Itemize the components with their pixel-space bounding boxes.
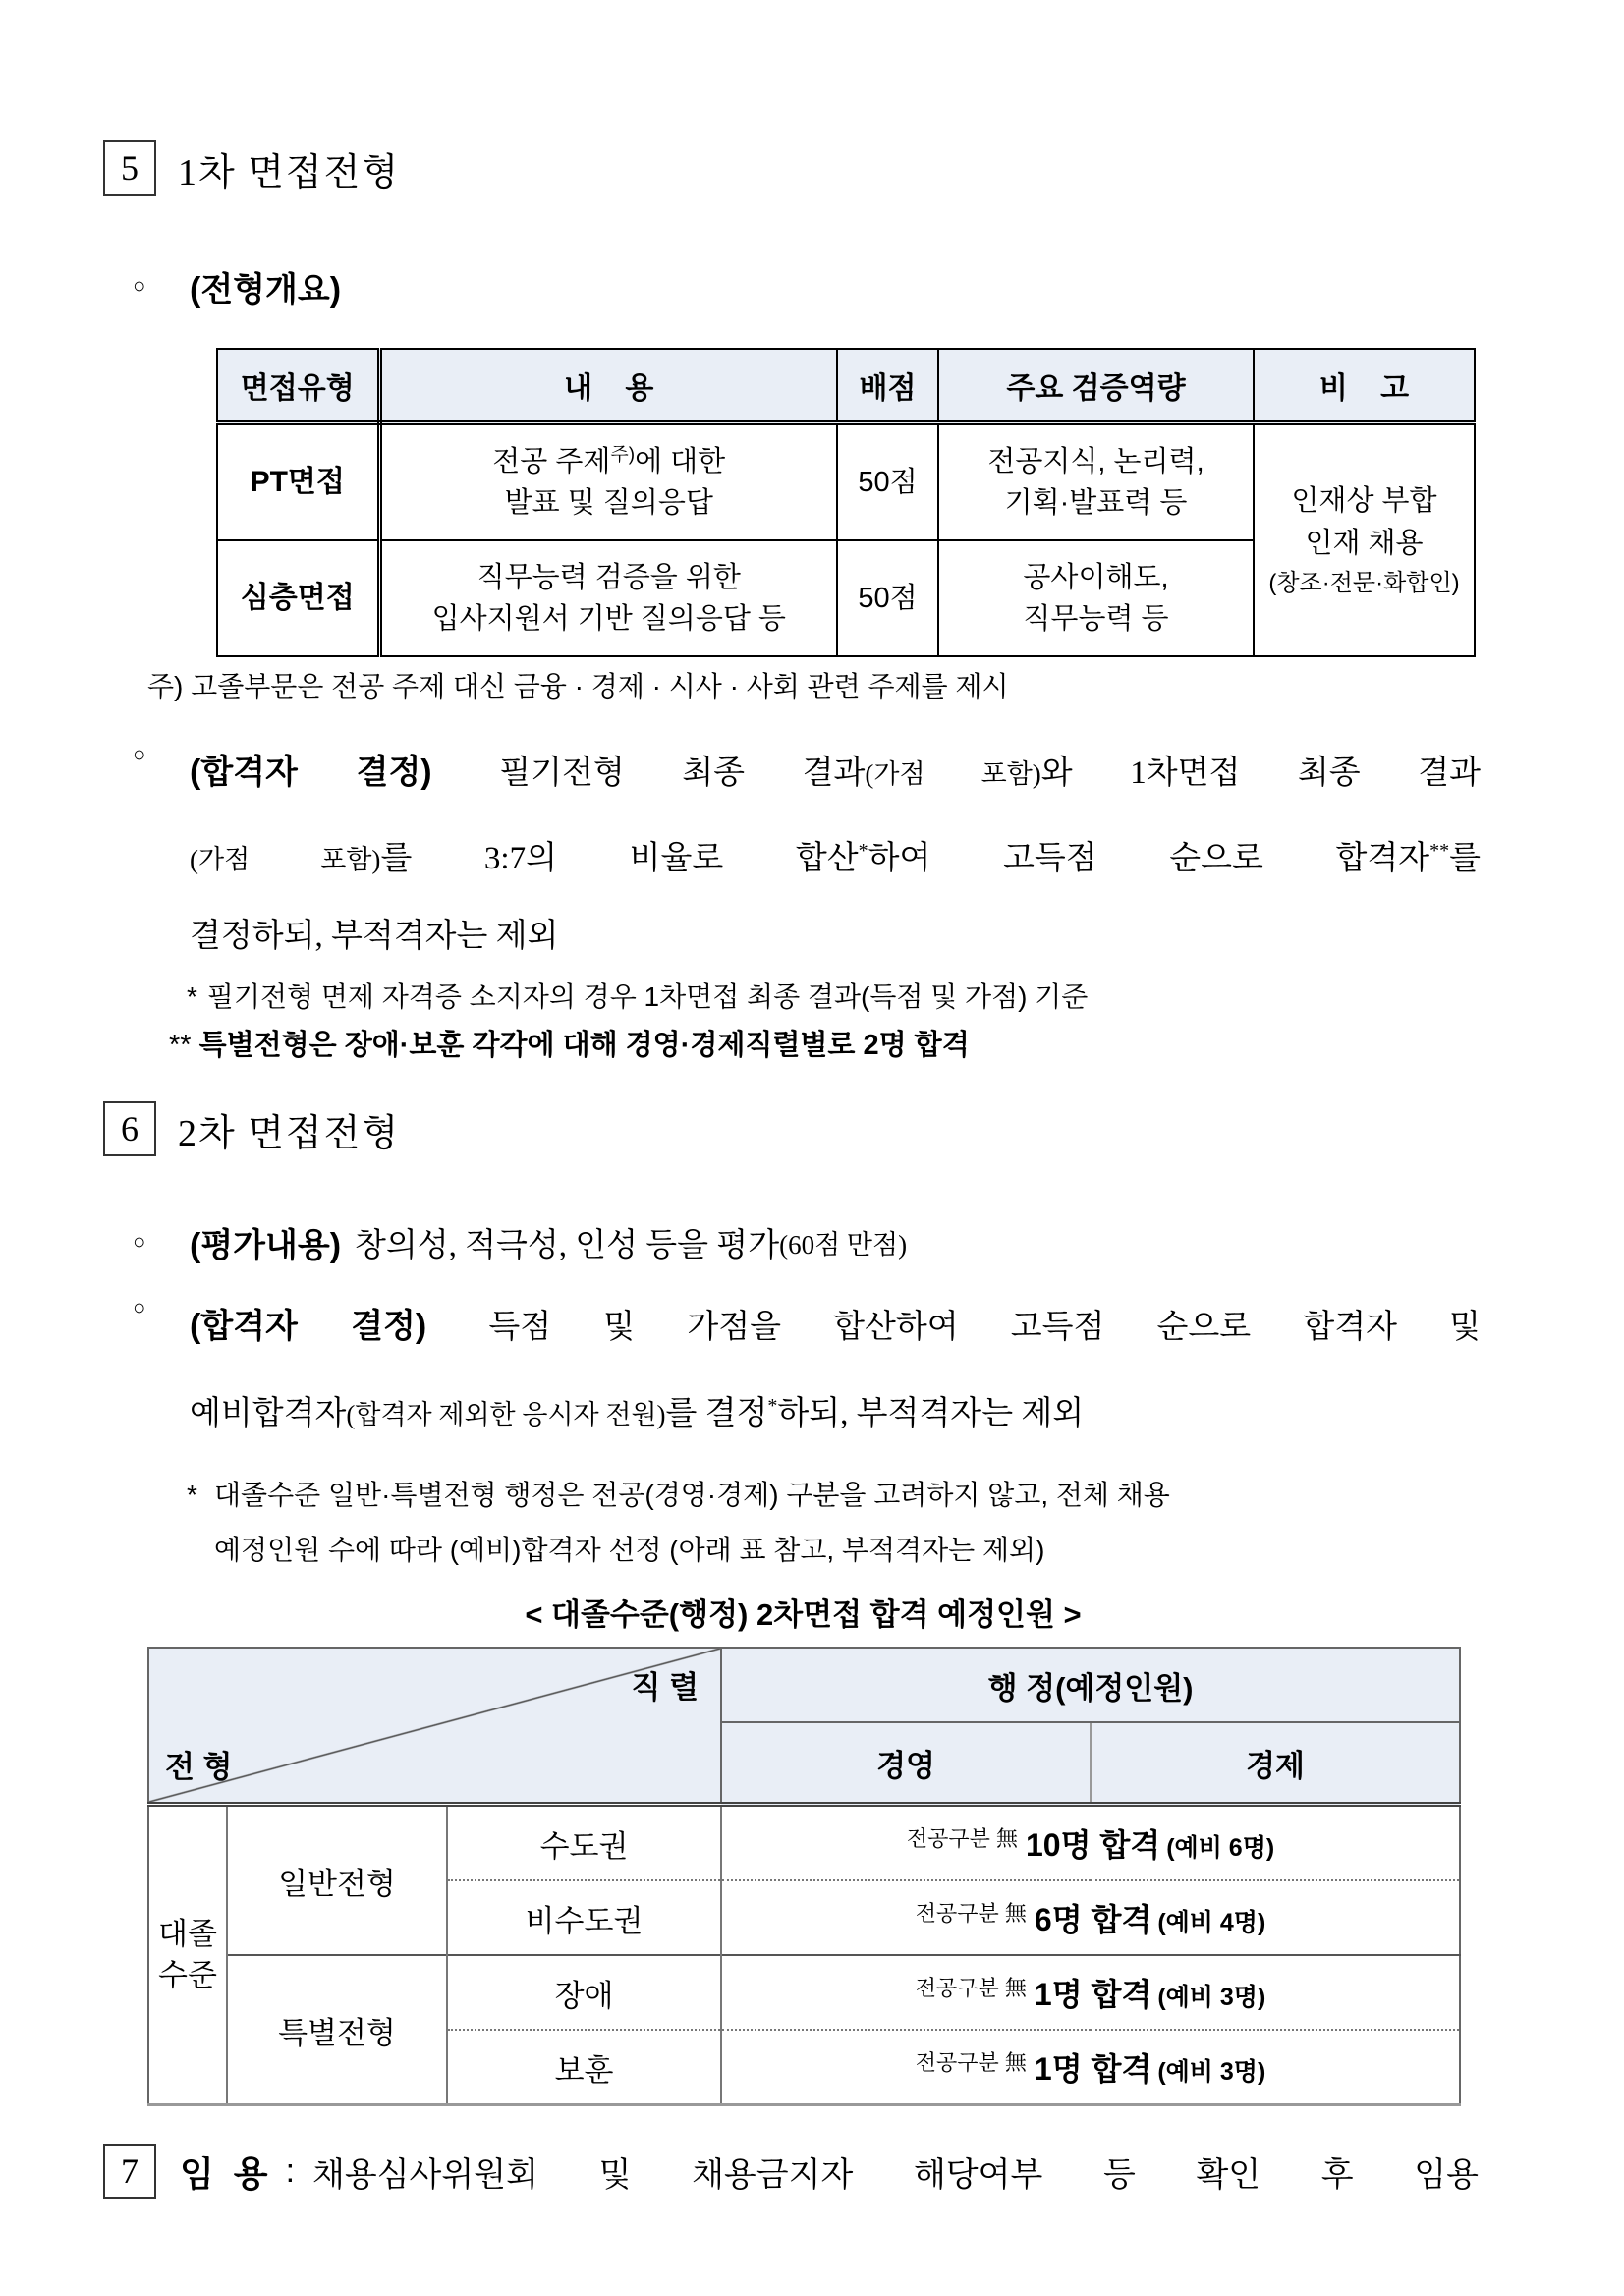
deep-interview-score: 50점	[837, 540, 938, 656]
table2-corner-cell	[148, 1648, 721, 1805]
veteran-note: 전공구분 無	[915, 2050, 1027, 2075]
pass-count-veteran	[721, 2030, 1460, 2105]
noncapital-main: 6명 합격	[1034, 1902, 1152, 1937]
footnote-written-exempt	[187, 979, 1624, 1016]
pt-interview-skills	[938, 423, 1254, 541]
noncapital-note: 전공구분 無	[915, 1901, 1027, 1926]
level-line2: 수준	[158, 1958, 217, 1992]
circle-bullet-icon: ○	[133, 1295, 146, 1319]
table2-row-capital	[148, 1805, 1460, 1881]
level-cell	[148, 1805, 227, 2105]
pass2-l2p: (합격자 제외한 응시자 전원)	[346, 1400, 666, 1429]
noncapital-reserve: (예비 4명)	[1157, 1909, 1266, 1936]
eval-text: 창의성, 적극성, 인성 등을 평가	[355, 1227, 780, 1263]
section-5-number-box: 5	[103, 140, 156, 196]
footnote3-line1: 대졸수준 일반·특별전형 행정은 전공(경영·경제) 구분을 고려하지 않고, 전체 채용	[214, 1480, 1170, 1510]
section-6-heading	[103, 1100, 1624, 1157]
region-disability: 장애	[447, 1955, 721, 2030]
footnote1-marker: *	[187, 981, 197, 1012]
table2-header-economics: 경제	[1091, 1722, 1460, 1805]
pass2-l1: 득점 및 가점을 합산하여 고득점 순으로 합격자 및	[488, 1310, 1482, 1345]
veteran-reserve: (예비 3명)	[1157, 2058, 1266, 2086]
capital-main: 10명 합격	[1026, 1827, 1161, 1863]
section-7-number-box: 7	[103, 2144, 156, 2199]
remark-cell	[1254, 423, 1475, 657]
pass-count-disability	[721, 1955, 1460, 2030]
pt-interview-score: 50점	[837, 423, 938, 541]
section-7-colon: :	[285, 2152, 296, 2190]
footnote-selection-rule	[187, 1468, 1493, 1578]
level-line1: 대졸	[158, 1917, 217, 1952]
pass2-line1	[190, 1287, 1481, 1367]
pass1-line1	[190, 734, 1481, 812]
pt-skills-line2: 기획·발표력 등	[1004, 487, 1188, 519]
pt-content-b: 에 대한	[635, 445, 726, 477]
deep-skills-line2: 직무능력 등	[1023, 603, 1169, 635]
pass1-line2	[190, 812, 1481, 898]
table2-header-management: 경영	[721, 1722, 1091, 1805]
pass2-l2a: 예비합격자	[190, 1396, 347, 1431]
table2-header-admin: 행 정(예정인원)	[721, 1648, 1460, 1722]
pt-content-line2: 발표 및 질의응답	[504, 487, 713, 519]
circle-bullet-icon: ○	[133, 1229, 146, 1254]
pass1-l2s1: *	[858, 840, 868, 862]
footnote3-marker: *	[187, 1480, 197, 1510]
special-track-cell: 특별전형	[227, 1955, 447, 2105]
overview-bullet-line	[133, 261, 1624, 310]
table2-title: < 대졸수준(행정) 2차면접 합격 예정인원 >	[525, 1597, 1082, 1632]
table1-header-skills: 주요 검증역량	[938, 349, 1254, 423]
section-7-heading	[103, 2144, 1479, 2199]
pt-content-a: 전공 주제	[492, 445, 611, 477]
pass1-l2s2: **	[1429, 840, 1450, 862]
table2-header-row1	[148, 1648, 1460, 1722]
overview-label: (전형개요)	[190, 270, 342, 308]
pass1-l1b: 와 1차면접 최종 결과	[1040, 756, 1482, 791]
table1-row-pt	[217, 423, 1475, 541]
circle-bullet-icon: ○	[133, 742, 146, 766]
pt-content-line1	[382, 441, 837, 482]
pass-decision-paragraph-1	[133, 734, 1481, 975]
pass1-label: (합격자 결정)	[190, 754, 432, 791]
pass2-l2b: 를 결정	[665, 1396, 768, 1431]
footnote2-marker: **	[169, 1030, 192, 1061]
deep-skills-line1: 공사이해도,	[1023, 561, 1169, 593]
table1-header-score: 배점	[837, 349, 938, 423]
pt-skills-line1: 전공지식, 논리력,	[987, 445, 1204, 477]
section-7-label: 임 용	[180, 2153, 268, 2194]
remark-line3: (창조·전문·화합인)	[1268, 569, 1460, 596]
pass1-l2c: 를	[1449, 841, 1481, 876]
footnote3-line2: 예정인원 수에 따라 (예비)합격자 선정 (아래 표 참고, 부적격자는 제외)	[214, 1535, 1045, 1565]
pass2-label: (합격자 결정)	[190, 1308, 427, 1345]
section-6-number-box: 6	[103, 1101, 156, 1156]
eval-paren: (60점 만점)	[779, 1229, 908, 1260]
section-7-text: 채용심사위원회 및 채용금지자 해당여부 등 확인 후 임용	[312, 2156, 1479, 2194]
region-noncapital: 비수도권	[447, 1880, 721, 1955]
deep-content-line1: 직무능력 검증을 위한	[476, 561, 741, 593]
capital-note: 전공구분 無	[906, 1826, 1018, 1851]
capital-reserve: (예비 6명)	[1166, 1834, 1275, 1862]
deep-interview-content	[379, 540, 837, 656]
general-track-cell: 일반전형	[227, 1805, 447, 1956]
table1-footnote: 주) 고졸부문은 전공 주제 대신 금융 · 경제 · 시사 · 사회 관련 주제를 제시	[147, 671, 1009, 701]
eval-label: (평가내용)	[190, 1226, 342, 1264]
region-veteran: 보훈	[447, 2030, 721, 2105]
pass1-line3: 결정하되, 부적격자는 제외	[190, 919, 559, 954]
pass-decision-1-body	[190, 734, 1481, 975]
region-capital: 수도권	[447, 1805, 721, 1881]
deep-interview-skills	[938, 540, 1254, 656]
footnote1-text: 필기전형 면제 자격증 소지자의 경우 1차면접 최종 결과(득점 및 가점) 기준	[206, 981, 1089, 1012]
eval-bullet-line	[133, 1216, 1624, 1267]
pass-decision-paragraph-2	[133, 1287, 1481, 1454]
section-6-title: 2차 면접전형	[178, 1112, 401, 1154]
pass1-l2p: (가점 포함)	[190, 845, 381, 874]
table1-header-remark: 비 고	[1254, 349, 1475, 423]
remark-line2: 인재 채용	[1305, 528, 1424, 559]
footnote2-text: 특별전형은 장애·보훈 각각에 대해 경영·경제직렬별로 2명 합격	[198, 1030, 970, 1061]
pass-decision-2-body	[190, 1287, 1481, 1454]
veteran-main: 1명 합격	[1034, 2051, 1152, 2087]
interview-overview-table	[216, 348, 1476, 657]
section-5-heading	[103, 140, 1624, 196]
corner-label-track: 전 형	[165, 1750, 233, 1784]
table1-header-type: 면접유형	[217, 349, 379, 423]
footnote3-lines	[214, 1468, 1493, 1578]
corner-label-job: 직 렬	[631, 1670, 700, 1705]
pass1-l2b: 하여 고득점 순으로 합격자	[868, 841, 1430, 876]
pass2-l2c: 하되, 부적격자는 제외	[777, 1396, 1085, 1431]
pass1-l1p: (가점 포함)	[865, 759, 1041, 789]
disability-note: 전공구분 無	[915, 1976, 1027, 2000]
footnote-special-track	[169, 1026, 1624, 1065]
section-5-title: 1차 면접전형	[178, 151, 401, 194]
pt-interview-type: PT면접	[217, 423, 379, 541]
pass-count-capital	[721, 1805, 1460, 1881]
pt-content-sup: 주)	[610, 444, 636, 466]
disability-reserve: (예비 3명)	[1157, 1984, 1266, 2011]
pass1-l1a: 필기전형 최종 결과	[499, 756, 866, 791]
table1-header-content: 내 용	[379, 349, 837, 423]
disability-main: 1명 합격	[1034, 1977, 1152, 2012]
deep-interview-type: 심층면접	[217, 540, 379, 656]
remark-line1: 인재상 부합	[1291, 484, 1437, 517]
pass2-line2	[190, 1367, 1481, 1454]
pt-interview-content	[379, 423, 837, 541]
circle-bullet-icon: ○	[133, 273, 146, 298]
table2-row-disability	[148, 1955, 1460, 2030]
pass-count-noncapital	[721, 1880, 1460, 1955]
pass1-l2a: 를 3:7의 비율로 합산	[380, 841, 859, 876]
pass-count-table	[147, 1647, 1461, 2106]
pass2-l2s: *	[767, 1395, 778, 1417]
deep-content-line2: 입사지원서 기반 질의응답 등	[431, 603, 786, 635]
table1-header-row	[217, 349, 1475, 423]
